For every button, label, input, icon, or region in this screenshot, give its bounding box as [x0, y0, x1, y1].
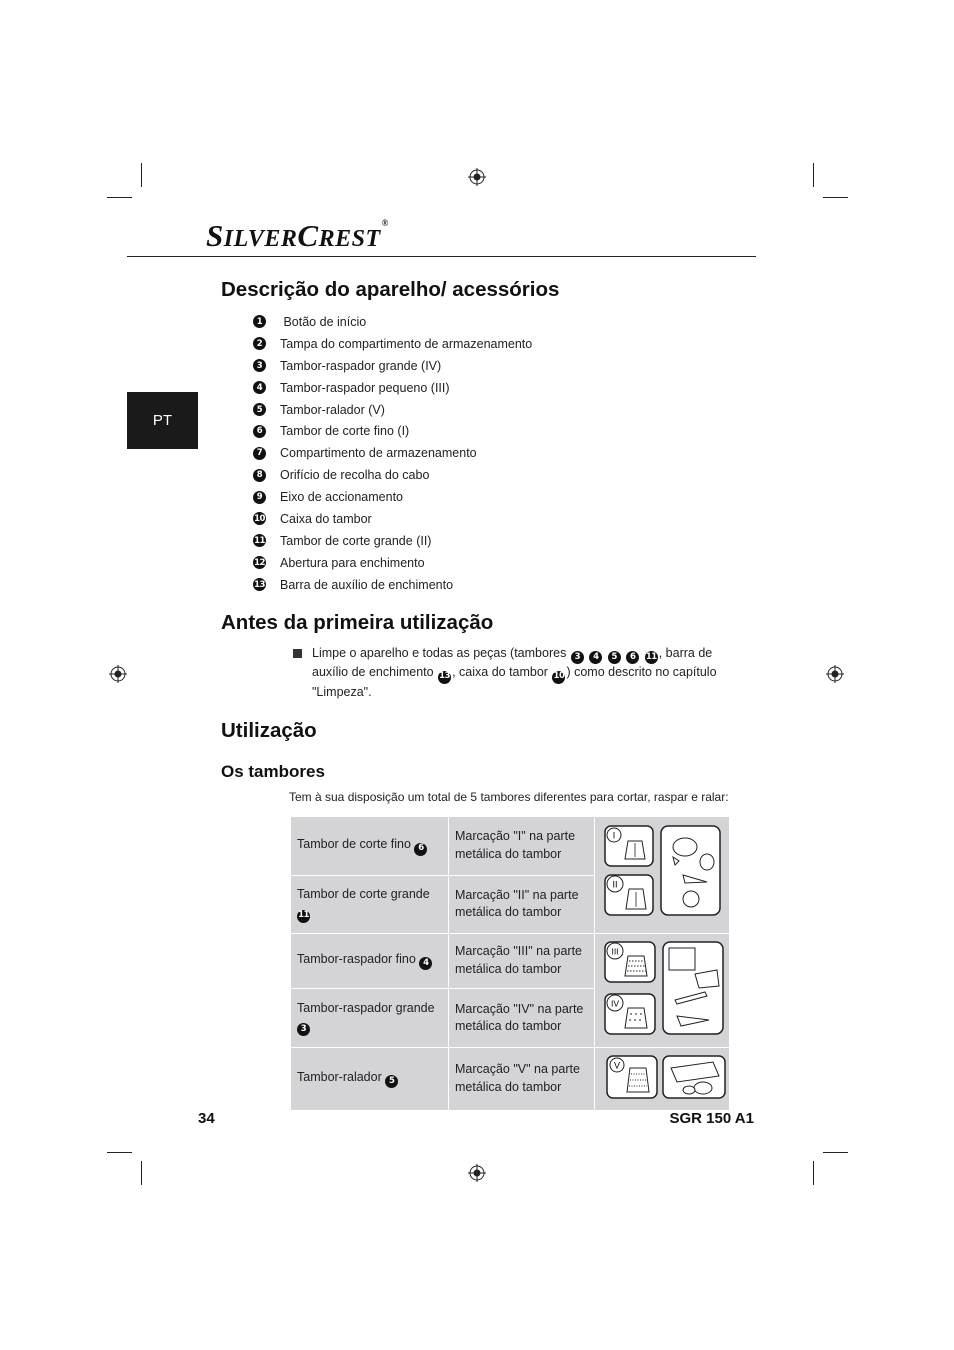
list-item: 2 Tampa do compartimento de armazenamento — [253, 333, 532, 355]
model-number: SGR 150 A1 — [669, 1110, 754, 1127]
item-number-badge: 6 — [253, 425, 266, 438]
section-title-description: Descrição do aparelho/ acessórios — [221, 278, 560, 301]
item-number-badge: 8 — [253, 469, 266, 482]
registration-mark-icon — [826, 665, 844, 683]
item-number-badge: 13 — [254, 579, 265, 590]
crop-mark — [813, 1161, 814, 1185]
item-number-badge: 4 — [419, 957, 432, 970]
registration-mark-icon — [468, 168, 486, 186]
drum-name-cell: Tambor de corte fino 6 — [291, 817, 449, 876]
item-number-badge: 11 — [645, 651, 658, 664]
subsection-title-drums: Os tambores — [221, 762, 325, 781]
list-item: 9 Eixo de accionamento — [253, 486, 532, 508]
drum-name-cell: Tambor de corte grande 11 — [291, 875, 449, 933]
item-number-badge: 11 — [297, 910, 310, 923]
bullet-item: Limpe o aparelho e todas as peças (tambores 3 4 5 6 11 , barra de auxílio de enchimento 13 , caixa do tambor 10 ) como descrito no capítulo "Limpeza". — [293, 645, 733, 701]
item-number-badge: 2 — [253, 337, 266, 350]
crop-mark — [823, 1152, 848, 1153]
crop-mark — [107, 197, 132, 198]
table-row — [291, 817, 730, 876]
drum-marking-cell: Marcação "IV" na parte metálica do tambor — [449, 989, 595, 1048]
item-number-badge: 6 — [414, 843, 427, 856]
item-number-badge: 3 — [253, 359, 266, 372]
table-row — [291, 1048, 730, 1111]
registration-mark-icon — [468, 1164, 486, 1182]
drums-intro: Tem à sua disposição um total de 5 tambores diferentes para cortar, raspar e ralar: — [289, 790, 729, 804]
slicing-drums-pictogram — [595, 817, 729, 927]
section-title-before-first-use: Antes da primeira utilização — [221, 611, 494, 634]
roman-numeral-label: III — [611, 946, 619, 956]
drum-name-cell: Tambor-ralador 5 — [291, 1048, 449, 1111]
header-rule — [127, 256, 756, 257]
list-item: 3 Tambor-raspador grande (IV) — [253, 355, 532, 377]
list-item: 13 Barra de auxílio de enchimento — [254, 577, 454, 592]
drum-marking-cell: Marcação "I" na parte metálica do tambor — [449, 817, 595, 876]
list-item: 1 Botão de início — [253, 311, 532, 333]
item-number-badge: 7 — [253, 447, 266, 460]
item-number-badge: 3 — [571, 651, 584, 664]
language-tab: PT — [127, 392, 198, 449]
list-item: 10 Caixa do tambor — [254, 511, 372, 526]
item-number-badge: 11 — [254, 535, 265, 546]
item-number-badge: 4 — [253, 381, 266, 394]
item-number-badge: 5 — [385, 1075, 398, 1088]
drum-pictogram-cell — [595, 1048, 730, 1111]
roman-numeral-label: II — [612, 879, 618, 890]
drum-pictogram-cell — [595, 817, 730, 934]
roman-numeral-label: V — [613, 1060, 621, 1071]
item-number-badge: 4 — [589, 651, 602, 664]
drums-table — [290, 816, 730, 1111]
list-item: 7 Compartimento de armazenamento — [253, 442, 532, 464]
drum-name-cell: Tambor-raspador grande 3 — [291, 989, 449, 1048]
shredding-drums-pictogram — [595, 934, 729, 1042]
list-item: 4 Tambor-raspador pequeno (III) — [253, 377, 532, 399]
list-item: 12 Abertura para enchimento — [254, 555, 425, 570]
item-number-badge: 5 — [608, 651, 621, 664]
table-row — [291, 933, 730, 989]
square-bullet-icon — [293, 649, 302, 658]
item-number-badge: 3 — [297, 1023, 310, 1036]
crop-mark — [141, 1161, 142, 1185]
roman-numeral-label: IV — [610, 998, 620, 1008]
drum-pictogram-cell — [595, 933, 730, 1048]
item-number-badge: 5 — [253, 403, 266, 416]
crop-mark — [141, 163, 142, 187]
silvercrest-logo: SILVERCREST® — [206, 218, 389, 253]
page-number: 34 — [198, 1110, 215, 1127]
item-number-badge: 12 — [254, 557, 265, 568]
section-title-usage: Utilização — [221, 719, 317, 742]
crop-mark — [107, 1152, 132, 1153]
item-number-badge: 13 — [438, 671, 451, 684]
drum-marking-cell: Marcação "II" na parte metálica do tambor — [449, 875, 595, 933]
item-number-badge: 10 — [552, 671, 565, 684]
parts-list — [253, 311, 532, 596]
drum-marking-cell: Marcação "V" na parte metálica do tambor — [449, 1048, 595, 1111]
drum-marking-cell: Marcação "III" na parte metálica do tambor — [449, 933, 595, 989]
crop-mark — [823, 197, 848, 198]
registration-mark-icon — [109, 665, 127, 683]
list-item: 6 Tambor de corte fino (I) — [253, 420, 532, 442]
item-number-badge: 10 — [254, 513, 265, 524]
list-item: 8 Orifício de recolha do cabo — [253, 464, 532, 486]
crop-mark — [813, 163, 814, 187]
item-number-badge: 6 — [626, 651, 639, 664]
drum-name-cell: Tambor-raspador fino 4 — [291, 933, 449, 989]
list-item: 11 Tambor de corte grande (II) — [254, 533, 432, 548]
grating-drum-pictogram — [595, 1048, 729, 1104]
list-item: 5 Tambor-ralador (V) — [253, 399, 532, 421]
roman-numeral-label: I — [612, 830, 616, 841]
item-number-badge: 9 — [253, 491, 266, 504]
item-number-badge: 1 — [253, 315, 266, 328]
